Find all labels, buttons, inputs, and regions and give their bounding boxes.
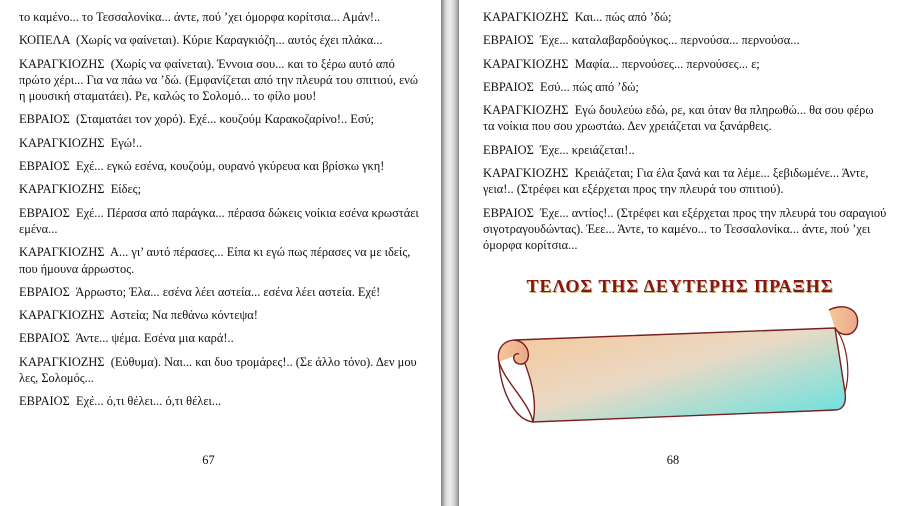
dialogue-line: ΚΑΡΑΓΚΙΟΖΗΣ Εγώ δουλεύω εδώ, ρε, και όταν θα πληρωθώ... θα σου φέρω τα νοίκια που σου χρωστάω. Δεν χρειάζεται να ξανάρθεις. bbox=[483, 103, 877, 134]
dialogue-line: ΕΒΡΑΙΟΣ Άρρωστο; Έλα... εσένα λέει αστεία... εσένα λέει αστεία. Εχέ! bbox=[19, 284, 381, 299]
right-page-text bbox=[483, 9, 890, 261]
dialogue-line: ΚΑΡΑΓΚΙΟΖΗΣ (Χωρίς να φαίνεται). Έννοια σου... και το ξέρω αυτό από πρώτο χέρι... Για να πάω να ’δώ. (Εμφανίζεται από την πλευρά του σπιτιού, ενώ η μουσική σταματάει). Ρε, καλώς το Σολομό... το φίλο μου! bbox=[19, 56, 422, 104]
dialogue-line: ΚΟΠΕΛΑ (Χωρίς να φαίνεται). Κύριε Καραγκιόζη... αυτός έχει πλάκα... bbox=[19, 33, 383, 48]
dialogue-line: ΕΒΡΑΙΟΣ Έχε... αντίος!.. (Στρέφει και εξέρχεται προς την πλευρά του σαραγιού σιγοτραγουδώντας). Έεε... Άντε, το καμένο... το Τεσσαλονίκα... άντε, πού ’χει όμορφα κορίτσια... bbox=[483, 205, 890, 253]
dialogue-line: ΚΑΡΑΓΚΙΟΖΗΣ (Εύθυμα). Ναι... και δυο τρομάρες!.. (Σε άλλο τόνο). Δεν μου λες, Σολομός... bbox=[19, 354, 420, 386]
book-gutter bbox=[441, 0, 459, 506]
dialogue-line: ΚΑΡΑΓΚΙΟΖΗΣ Κρειάζεται; Για έλα ξανά και τα λέμε... ξεβιδωμένε... Άντε, γεια!.. (Στρέφει και εξέρχεται προς την πλευρά του σπιτιού). bbox=[483, 166, 872, 197]
dialogue-line: ΚΑΡΑΓΚΙΟΖΗΣ Και... πώς από ’δώ; bbox=[483, 10, 672, 24]
dialogue-line: ΕΒΡΑΙΟΣ Άντε... ψέμα. Εσένα μια καρά!.. bbox=[19, 331, 234, 346]
dialogue-line: ΚΑΡΑΓΚΙΟΖΗΣ Είδες; bbox=[19, 182, 142, 197]
dialogue-line: ΕΒΡΑΙΟΣ Έχε... καταλαβαρδούγκος... περνούσα... περνούσα... bbox=[483, 33, 800, 48]
page-number-right: 68 bbox=[666, 453, 680, 467]
dialogue-line: ΕΒΡΑΙΟΣ Εχέ... εγκώ εσένα, κουζούμ, ουρανό γκύρευα και βρίσκω γκη! bbox=[19, 159, 385, 174]
dialogue-line: ΚΑΡΑΓΚΙΟΖΗΣ Εγώ!.. bbox=[19, 135, 143, 150]
right-page bbox=[459, 0, 901, 506]
dialogue-line: ΕΒΡΑΙΟΣ Έχε... κρειάζεται!.. bbox=[483, 142, 635, 157]
act-end-title: ΤΕΛΟΣ ΤΗΣ ΔΕΥΤΕΡΗΣ ΠΡΑΞΗΣ bbox=[526, 276, 834, 296]
page-number-left: 67 bbox=[202, 453, 215, 467]
left-page-text bbox=[19, 9, 421, 417]
dialogue-line: ΚΑΡΑΓΚΙΟΖΗΣ Αστεία; Να πεθάνω κόντεψα! bbox=[19, 308, 258, 323]
dialogue-line: ΕΒΡΑΙΟΣ Εσύ... πώς από ’δώ; bbox=[483, 79, 639, 94]
scroll-banner-icon bbox=[495, 302, 899, 438]
left-page bbox=[0, 0, 441, 506]
dialogue-line: ΕΒΡΑΙΟΣ Εχέ... ό,τι θέλει... ό,τι θέλει... bbox=[19, 394, 222, 409]
dialogue-line: ΚΑΡΑΓΚΙΟΖΗΣ Μαφία... περνούσες... περνούσες... ε; bbox=[483, 56, 760, 71]
dialogue-line: ΚΑΡΑΓΚΙΟΖΗΣ Α... γι’ αυτό πέρασες... Είπα κι εγώ πως πέρασες να με ιδείς, που ήμουνα άρρωστος. bbox=[19, 245, 414, 276]
dialogue-line: ΕΒΡΑΙΟΣ Εχέ... Πέρασα από παράγκα... πέρασα δώκεις νοίκια εσένα κρωστάει εμένα... bbox=[19, 205, 422, 236]
dialogue-line: το καμένο... το Τεσσαλονίκα... άντε, πού ’χει όμορφα κορίτσια... Αμάν!.. bbox=[19, 10, 381, 24]
dialogue-line: ΕΒΡΑΙΟΣ (Σταματάει τον χορό). Εχέ... κουζούμ Καρακοζαρίνο!.. Εσύ; bbox=[19, 112, 375, 127]
